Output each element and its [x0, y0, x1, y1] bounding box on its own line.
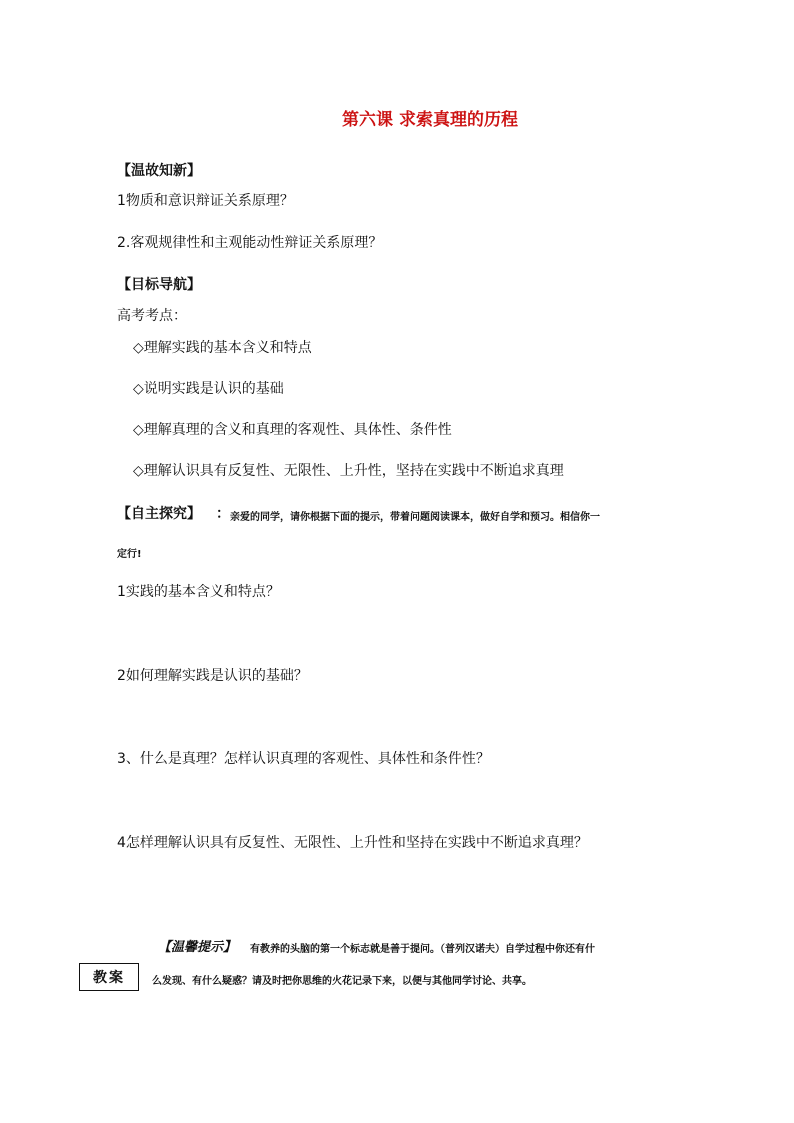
tip-header: 【温馨提示】	[158, 940, 237, 955]
goal-point-3: ◇理解真理的含义和真理的客观性、具体性、条件性	[133, 422, 452, 438]
goals-header: 【目标导航】	[117, 277, 201, 293]
review-question-1: 1物质和意识辩证关系原理？	[117, 193, 294, 209]
explore-intro-line-2: 定行!	[117, 549, 142, 560]
explore-question-1: 1实践的基本含义和特点？	[117, 584, 280, 600]
explore-question-2: 2如何理解实践是认识的基础？	[117, 668, 308, 684]
goal-point-1: ◇理解实践的基本含义和特点	[133, 340, 312, 356]
explore-intro-line-1: 亲爱的同学，请你根据下面的提示，带着问题阅读课本，做好自学和预习。相信你一	[230, 512, 600, 523]
explore-header: 【自主探究】	[117, 506, 201, 522]
page-title: 第六课 求索真理的历程	[342, 110, 518, 130]
explore-question-3: 3、什么是真理？怎样认识真理的客观性、具体性和条件性？	[117, 751, 490, 767]
tip-line-2: 么发现、有什么疑惑？请及时把你思维的火花记录下来，以便与其他同学讨论、共享。	[152, 976, 532, 987]
review-header: 【温故知新】	[117, 163, 201, 179]
goal-point-4: ◇理解认识具有反复性、无限性、上升性，坚持在实践中不断追求真理	[133, 463, 564, 479]
lesson-plan-badge: 教案	[79, 963, 139, 991]
explore-separator: ：	[216, 506, 230, 522]
review-question-2: 2.客观规律性和主观能动性辩证关系原理？	[117, 235, 383, 251]
goals-intro: 高考考点：	[117, 308, 187, 324]
tip-line-1: 有教养的头脑的第一个标志就是善于提问。（普列汉诺夫）自学过程中你还有什	[250, 944, 595, 955]
goal-point-2: ◇说明实践是认识的基础	[133, 381, 284, 397]
explore-question-4: 4怎样理解认识具有反复性、无限性、上升性和坚持在实践中不断追求真理？	[117, 835, 588, 851]
